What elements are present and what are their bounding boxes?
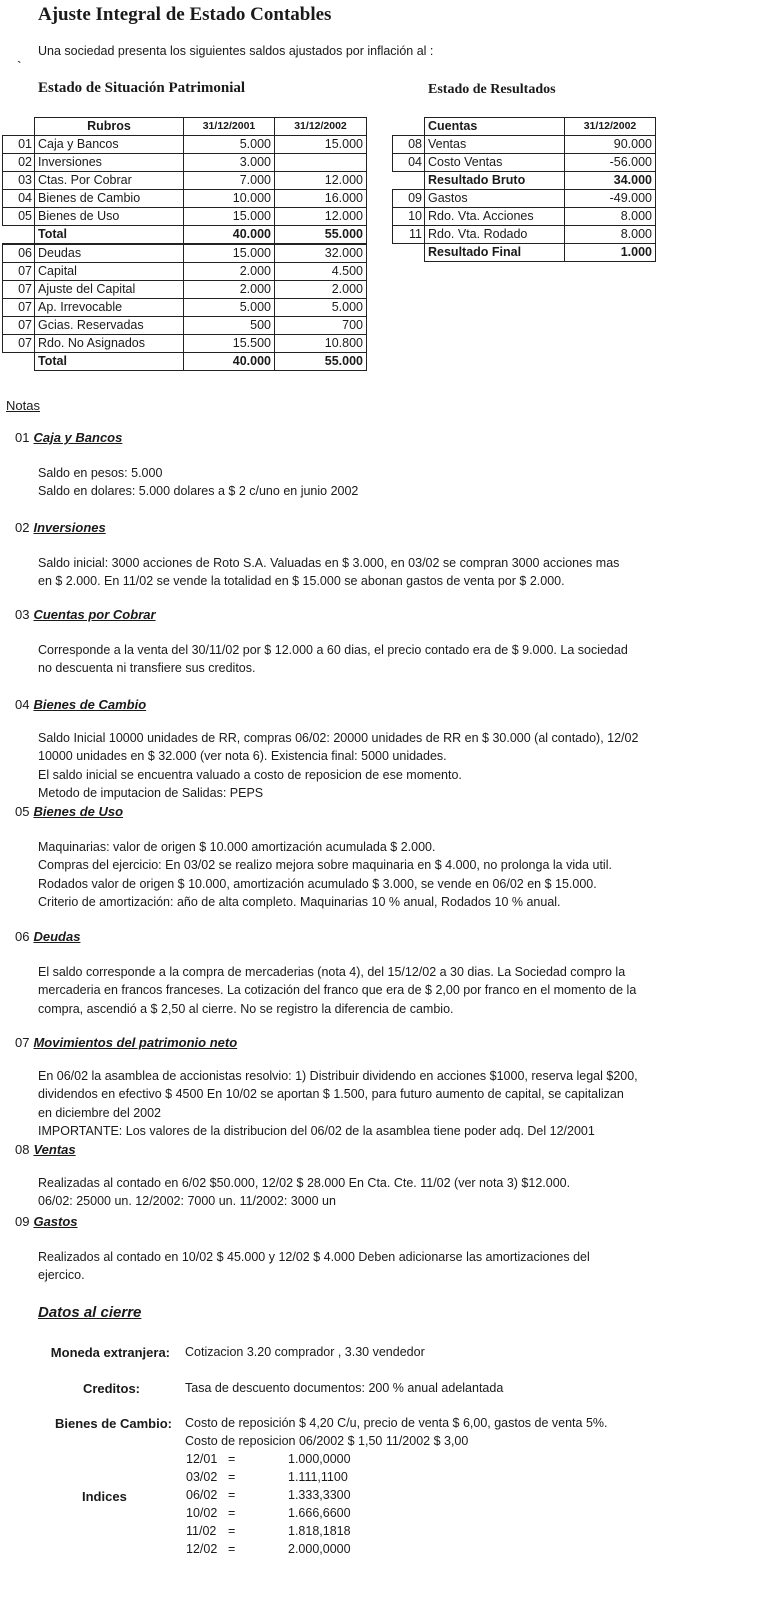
- note-heading: [15, 520, 106, 535]
- account-name: Bienes de Uso: [35, 208, 184, 226]
- balance-row: [3, 154, 367, 172]
- note-title: Caja y Bancos: [33, 430, 123, 445]
- result-row: [393, 136, 656, 154]
- index-value: 1.818,1818: [288, 1524, 351, 1538]
- note-heading: [15, 1214, 78, 1229]
- value-2002: 10.800: [275, 335, 367, 353]
- value-2001: 10.000: [184, 190, 275, 208]
- note-number: 06: [15, 929, 30, 944]
- account-code: 07: [3, 299, 35, 317]
- index-value: 2.000,0000: [288, 1542, 351, 1556]
- note-title: Movimientos del patrimonio neto: [33, 1035, 238, 1050]
- balance-row: [3, 244, 367, 263]
- balance-row: [3, 190, 367, 208]
- index-date: 03/02: [186, 1470, 218, 1484]
- value-2002: 4.500: [275, 263, 367, 281]
- account-code: 04: [3, 190, 35, 208]
- note-title: Gastos: [33, 1214, 78, 1229]
- note-line: 06/02: 25000 un. 12/2002: 7000 un. 11/2002: 3000 un: [38, 1194, 336, 1209]
- bullet-mark: `: [17, 58, 22, 74]
- note-number: 07: [15, 1035, 30, 1050]
- result-subtotal-row: [393, 244, 656, 262]
- note-line: Metodo de imputacion de Salidas: PEPS: [38, 786, 264, 801]
- account-code: 11: [393, 226, 425, 244]
- value-2002: 12.000: [275, 172, 367, 190]
- code-spacer: [3, 226, 35, 245]
- note-body: [38, 1174, 738, 1211]
- index-date: 12/02: [186, 1542, 218, 1556]
- account-code: 07: [3, 263, 35, 281]
- moneda-label: Moneda extranjera:: [50, 1345, 170, 1360]
- note-line: dividendos en efectivo $ 4500 En 10/02 se aportan $ 1.500, para futuro aumento de capital, se capitalizan: [38, 1087, 624, 1102]
- bienes-cambio-line1: Costo de reposición $ 4,20 C/u, precio de venta $ 6,00, gastos de venta 5%.: [185, 1416, 608, 1430]
- account-code: 10: [393, 208, 425, 226]
- index-value: 1.111,1100: [288, 1470, 348, 1484]
- account-name: Total: [35, 353, 184, 371]
- account-code: 04: [393, 154, 425, 172]
- result-row: [393, 154, 656, 172]
- note-number: 09: [15, 1214, 30, 1229]
- note-number: 01: [15, 430, 30, 445]
- col-2002: 31/12/2002: [275, 118, 367, 136]
- result-row: [393, 208, 656, 226]
- value-2001: 5.000: [184, 299, 275, 317]
- note-line: Saldo inicial: 3000 acciones de Roto S.A. Valuadas en $ 3.000, en 03/02 se compran 3000 acciones mas: [38, 556, 620, 570]
- account-code: 08: [393, 136, 425, 154]
- note-line: Maquinarias: valor de origen $ 10.000 amortización acumulada $ 2.000.: [38, 840, 436, 854]
- account-name: Bienes de Cambio: [35, 190, 184, 208]
- account-code: 02: [3, 154, 35, 172]
- indices-label: Indices: [82, 1489, 127, 1504]
- value-2002: 55.000: [275, 226, 367, 245]
- account-name: Ajuste del Capital: [35, 281, 184, 299]
- creditos-label: Creditos:: [82, 1381, 140, 1396]
- value-2002: 5.000: [275, 299, 367, 317]
- value-2002: 12.000: [275, 208, 367, 226]
- note-title: Bienes de Uso: [33, 804, 124, 819]
- account-name: Gastos: [425, 190, 565, 208]
- note-number: 03: [15, 607, 30, 622]
- col-2001: 31/12/2001: [184, 118, 275, 136]
- index-equals: =: [228, 1506, 236, 1520]
- index-equals: =: [228, 1452, 236, 1466]
- note-line: Corresponde a la venta del 30/11/02 por $ 12.000 a 60 dias, el precio contado era de $ 9.000. La sociedad: [38, 643, 628, 657]
- account-code: 07: [3, 281, 35, 299]
- balance-row: [3, 317, 367, 335]
- index-date: 11/02: [186, 1524, 217, 1538]
- note-body: [38, 838, 738, 912]
- value-2001: 5.000: [184, 136, 275, 154]
- balance-header-row: [3, 118, 367, 136]
- account-name: Caja y Bancos: [35, 136, 184, 154]
- balance-table: [2, 117, 367, 371]
- note-line: En 06/02 la asamblea de accionistas resolvio: 1) Distribuir dividendo en acciones $1000, reserva legal $200,: [38, 1069, 638, 1083]
- account-value: 8.000: [565, 208, 656, 226]
- note-line: 10000 unidades en $ 32.000 (ver nota 6). Existencia final: 5000 unidades.: [38, 749, 447, 764]
- note-body: [38, 729, 738, 803]
- result-row: [393, 190, 656, 208]
- account-code: 05: [3, 208, 35, 226]
- account-code: 01: [3, 136, 35, 154]
- note-heading: [15, 430, 122, 445]
- account-value: 1.000: [565, 244, 656, 262]
- balance-row: [3, 335, 367, 353]
- account-name: Rdo. No Asignados: [35, 335, 184, 353]
- note-body: [38, 1248, 738, 1285]
- value-2002: 16.000: [275, 190, 367, 208]
- account-value: -49.000: [565, 190, 656, 208]
- account-code: 09: [393, 190, 425, 208]
- note-line: en diciembre del 2002: [38, 1105, 161, 1120]
- index-equals: =: [228, 1488, 236, 1502]
- note-body: [38, 641, 738, 678]
- result-row: [393, 226, 656, 244]
- balance-row: [3, 172, 367, 190]
- value-2001: 3.000: [184, 154, 275, 172]
- note-line: no descuenta ni transfiere sus creditos.: [38, 661, 256, 676]
- note-body: [38, 554, 738, 591]
- col-rubros: Rubros: [35, 118, 184, 136]
- account-name: Ventas: [425, 136, 565, 154]
- account-value: 8.000: [565, 226, 656, 244]
- value-2001: 2.000: [184, 263, 275, 281]
- header-spacer: [3, 118, 35, 136]
- value-2002: 32.000: [275, 244, 367, 263]
- note-heading: [15, 804, 123, 819]
- total-row: [3, 226, 367, 245]
- note-line: en $ 2.000. En 11/02 se vende la totalidad en $ 15.000 se abonan gastos de venta por $ 2.000.: [38, 574, 565, 589]
- account-name: Ap. Irrevocable: [35, 299, 184, 317]
- account-code: 06: [3, 244, 35, 263]
- account-name: Resultado Final: [425, 244, 565, 262]
- account-code: 07: [3, 317, 35, 335]
- bienes-cambio-label: Bienes de Cambio:: [54, 1416, 172, 1431]
- note-number: 02: [15, 520, 30, 535]
- note-line: El saldo inicial se encuentra valuado a costo de reposicion de ese momento.: [38, 767, 462, 782]
- note-title: Bienes de Cambio: [33, 697, 147, 712]
- note-title: Inversiones: [33, 520, 106, 535]
- note-title: Cuentas por Cobrar: [33, 607, 156, 622]
- value-2001: 40.000: [184, 353, 275, 371]
- results-table: [392, 117, 656, 262]
- note-line: compra, ascendió a $ 2,50 al cierre. No se registro la diferencia de cambio.: [38, 1001, 454, 1016]
- index-value: 1.333,3300: [288, 1488, 351, 1502]
- code-spacer: [3, 353, 35, 371]
- page-title: Ajuste Integral de Estado Contables: [38, 4, 332, 25]
- note-body: [38, 1067, 738, 1141]
- balance-heading: Estado de Situación Patrimonial: [38, 80, 246, 96]
- note-heading: [15, 697, 146, 712]
- note-line: Saldo Inicial 10000 unidades de RR, compras 06/02: 20000 unidades de RR en $ 30.000 (al contado), 12/02: [38, 731, 639, 745]
- account-name: Rdo. Vta. Rodado: [425, 226, 565, 244]
- index-value: 1.000,0000: [288, 1452, 351, 1466]
- account-name: Ctas. Por Cobrar: [35, 172, 184, 190]
- code-spacer: [393, 172, 425, 190]
- value-2001: 7.000: [184, 172, 275, 190]
- note-title: Deudas: [33, 929, 81, 944]
- note-body: [38, 963, 738, 1018]
- note-heading: [15, 607, 156, 622]
- index-equals: =: [228, 1524, 236, 1538]
- value-2002: [275, 154, 367, 172]
- balance-row: [3, 299, 367, 317]
- col-2002: 31/12/2002: [565, 118, 656, 136]
- index-value: 1.666,6600: [288, 1506, 351, 1520]
- account-name: Inversiones: [35, 154, 184, 172]
- closing-heading: Datos al cierre: [38, 1304, 142, 1321]
- note-title: Ventas: [33, 1142, 76, 1157]
- account-value: 34.000: [565, 172, 656, 190]
- note-heading: [15, 1142, 76, 1157]
- account-value: -56.000: [565, 154, 656, 172]
- note-line: ejercico.: [38, 1268, 85, 1283]
- note-line: Saldo en dolares: 5.000 dolares a $ 2 c/uno en junio 2002: [38, 484, 359, 499]
- note-number: 08: [15, 1142, 30, 1157]
- note-heading: [15, 1035, 237, 1050]
- index-date: 12/01: [186, 1452, 218, 1466]
- bienes-cambio-line2: Costo de reposicion 06/2002 $ 1,50 11/2002 $ 3,00: [185, 1434, 469, 1448]
- value-2001: 500: [184, 317, 275, 335]
- value-2001: 40.000: [184, 226, 275, 245]
- account-code: 07: [3, 335, 35, 353]
- account-name: Total: [35, 226, 184, 245]
- index-date: 06/02: [186, 1488, 218, 1502]
- moneda-value: Cotizacion 3.20 comprador , 3.30 vendedor: [185, 1345, 425, 1359]
- index-date: 10/02: [186, 1506, 218, 1520]
- account-name: Rdo. Vta. Acciones: [425, 208, 565, 226]
- note-line: IMPORTANTE: Los valores de la distribucion del 06/02 de la asamblea tiene poder adq. Del 12/2001: [38, 1124, 595, 1139]
- balance-row: [3, 208, 367, 226]
- account-name: Costo Ventas: [425, 154, 565, 172]
- note-line: El saldo corresponde a la compra de mercaderias (nota 4), del 15/12/02 a 30 dias. La Sociedad compro la: [38, 965, 626, 979]
- note-line: Criterio de amortización: año de alta completo. Maquinarias 10 % anual, Rodados 10 % anual.: [38, 895, 561, 910]
- creditos-value: Tasa de descuento documentos: 200 % anual adelantada: [185, 1381, 504, 1395]
- header-spacer: [393, 118, 425, 136]
- index-equals: =: [228, 1470, 236, 1484]
- value-2001: 15.500: [184, 335, 275, 353]
- results-heading: Estado de Resultados: [428, 82, 556, 97]
- code-spacer: [393, 244, 425, 262]
- account-name: Resultado Bruto: [425, 172, 565, 190]
- value-2002: 2.000: [275, 281, 367, 299]
- value-2001: 2.000: [184, 281, 275, 299]
- index-equals: =: [228, 1542, 236, 1556]
- note-line: Realizadas al contado en 6/02 $50.000, 12/02 $ 28.000 En Cta. Cte. 11/02 (ver nota 3) $12.000.: [38, 1176, 571, 1190]
- col-cuentas: Cuentas: [425, 118, 565, 136]
- intro-text: Una sociedad presenta los siguientes saldos ajustados por inflación al :: [38, 44, 434, 58]
- value-2002: 55.000: [275, 353, 367, 371]
- results-header-row: [393, 118, 656, 136]
- note-line: Compras del ejercicio: En 03/02 se realizo mejora sobre maquinaria en $ 4.000, no prolonga la vida util.: [38, 858, 612, 873]
- note-body: [38, 464, 738, 501]
- note-line: Rodados valor de origen $ 10.000, amortización acumulado $ 3.000, se vende en 06/02 en $ 15.000.: [38, 876, 597, 891]
- note-line: Saldo en pesos: 5.000: [38, 466, 163, 480]
- note-line: mercaderia en francos franceses. La cotización del franco que era de $ 2,00 por franco en el momento de la: [38, 983, 637, 998]
- result-subtotal-row: [393, 172, 656, 190]
- balance-row: [3, 263, 367, 281]
- account-name: Capital: [35, 263, 184, 281]
- account-code: 03: [3, 172, 35, 190]
- account-name: Gcias. Reservadas: [35, 317, 184, 335]
- value-2002: 15.000: [275, 136, 367, 154]
- account-value: 90.000: [565, 136, 656, 154]
- note-number: 05: [15, 804, 30, 819]
- note-heading: [15, 929, 80, 944]
- balance-row: [3, 136, 367, 154]
- balance-row: [3, 281, 367, 299]
- value-2001: 15.000: [184, 244, 275, 263]
- account-name: Deudas: [35, 244, 184, 263]
- note-number: 04: [15, 697, 30, 712]
- note-line: Realizados al contado en 10/02 $ 45.000 y 12/02 $ 4.000 Deben adicionarse las amortizaciones del: [38, 1250, 590, 1264]
- value-2001: 15.000: [184, 208, 275, 226]
- value-2002: 700: [275, 317, 367, 335]
- total-row: [3, 353, 367, 371]
- notes-heading: Notas: [6, 398, 40, 413]
